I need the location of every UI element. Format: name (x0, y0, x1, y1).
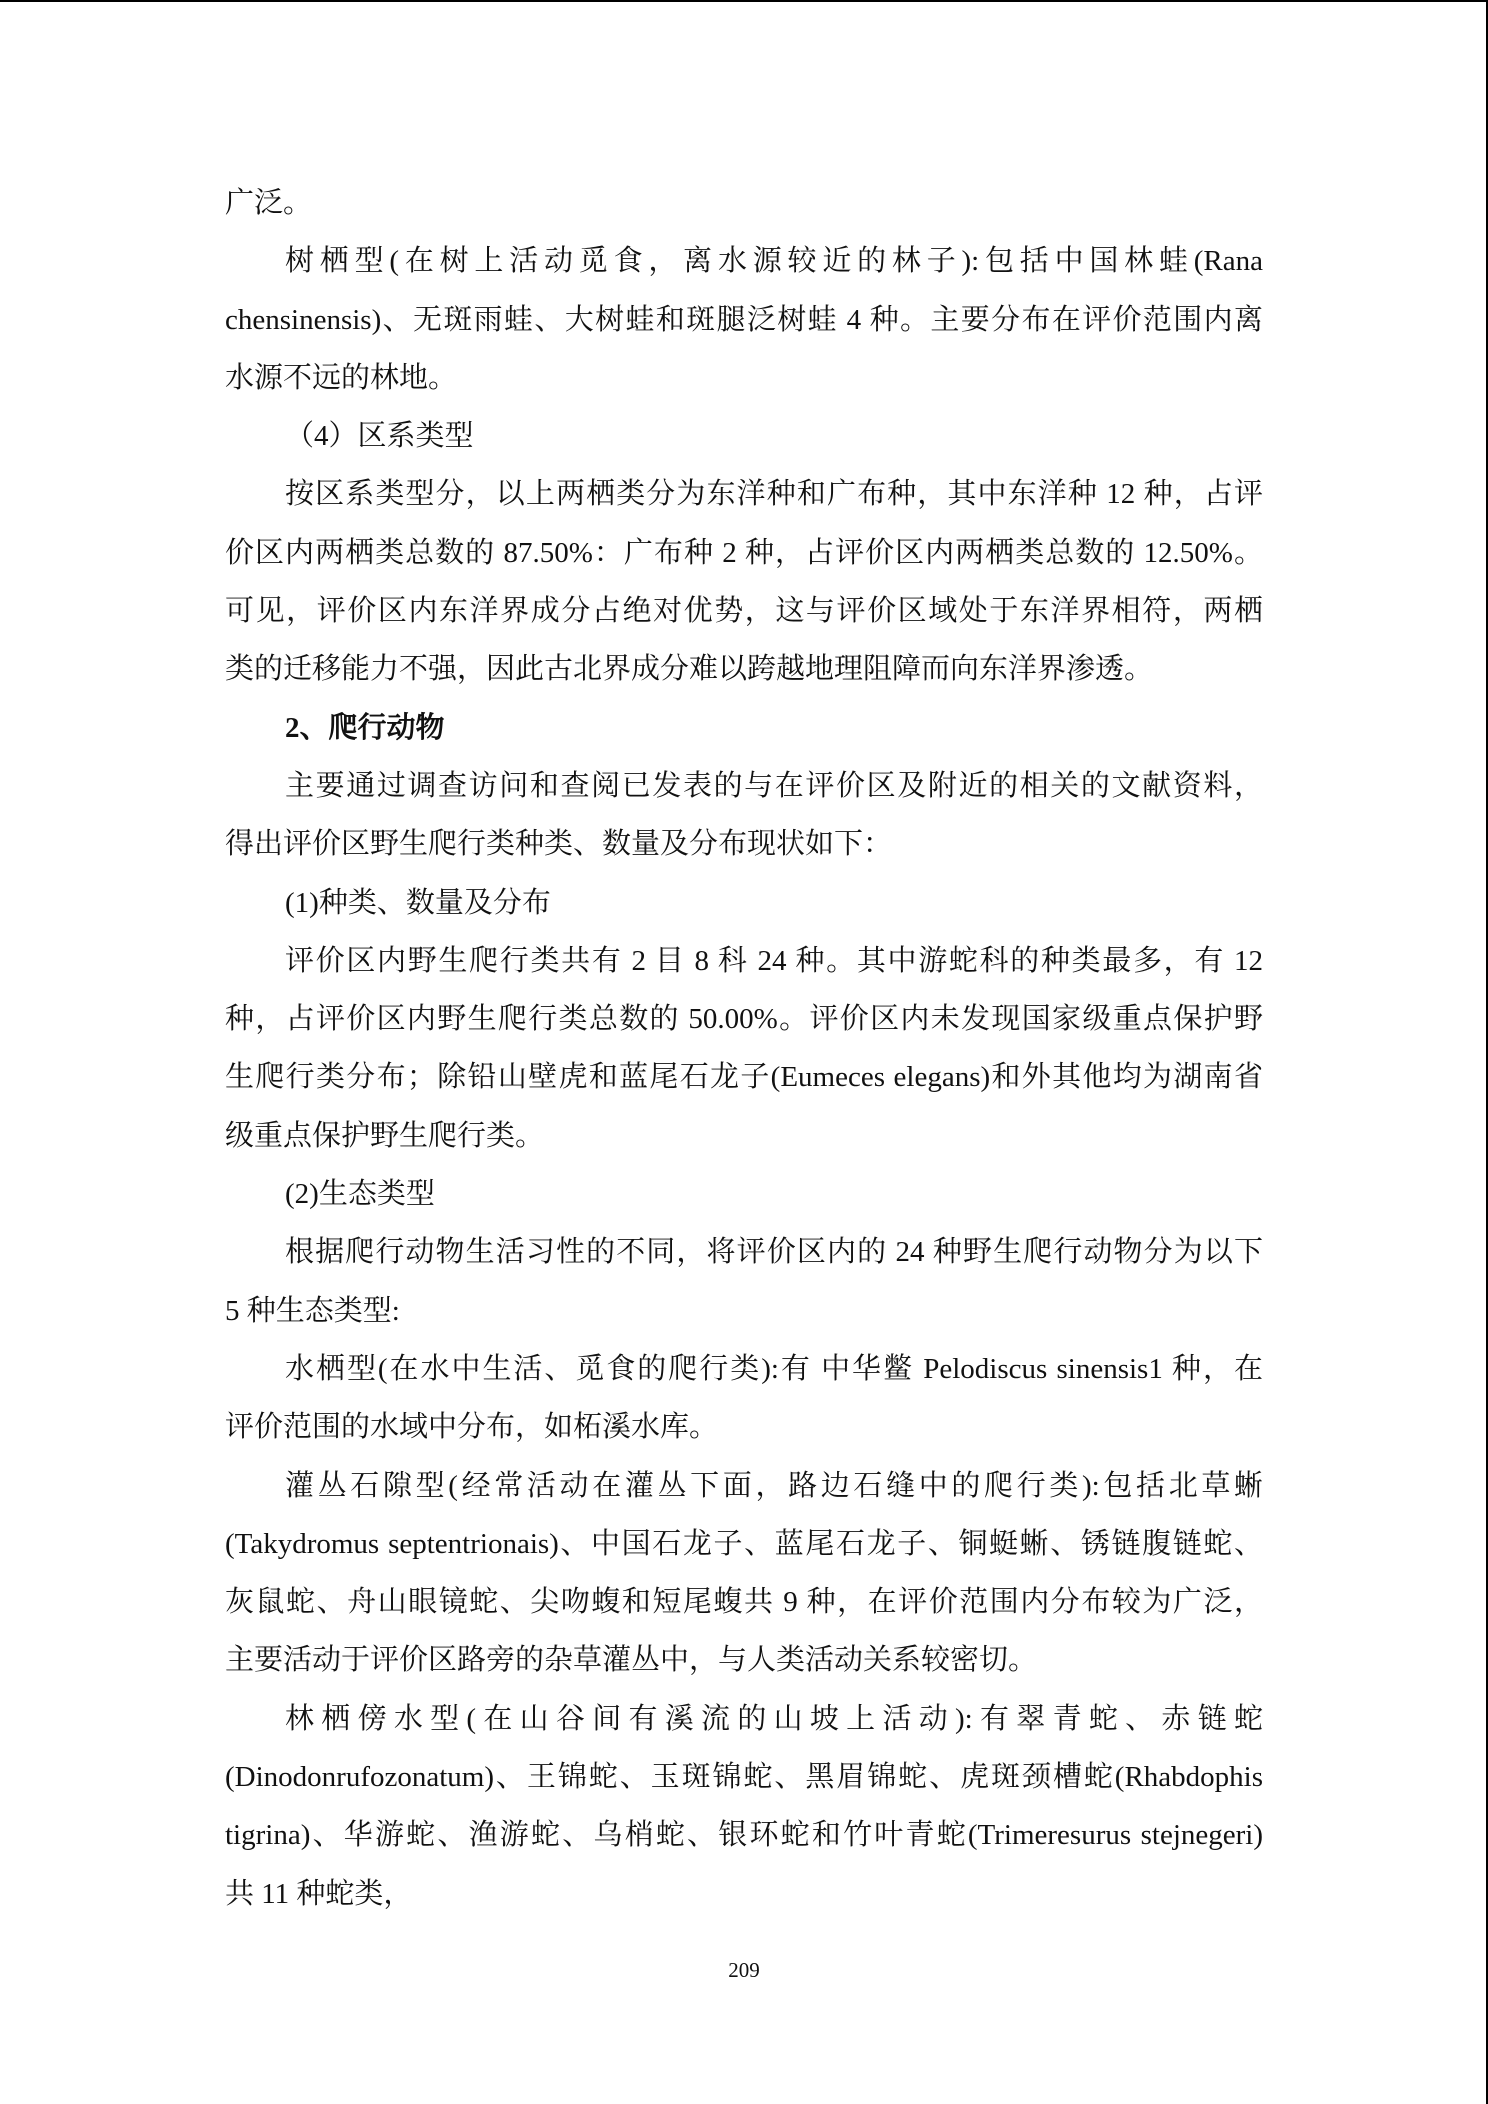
text-line: (2)生态类型 (285, 1178, 435, 1211)
text-line: 树栖型(在树上活动觅食，离水源较近的林子):包括中国林蛙(Rana (285, 245, 1263, 278)
text-line: tigrina)、华游蛇、渔游蛇、乌梢蛇、银环蛇和竹叶青蛇(Trimeresurus stejnegeri) (225, 1819, 1263, 1852)
text-line: 类的迁移能力不强，因此古北界成分难以跨越地理阻障而向东洋界渗透。 (225, 653, 1154, 686)
text-line: 评价范围的水域中分布，如柘溪水库。 (225, 1411, 719, 1444)
text-line: 根据爬行动物生活习性的不同，将评价区内的 24 种野生爬行动物分为以下 (285, 1236, 1263, 1269)
text-line: 5 种生态类型: (225, 1294, 400, 1327)
text-line: 按区系类型分，以上两栖类分为东洋种和广布种，其中东洋种 12 种，占评 (285, 478, 1263, 511)
text-line: (Dinodonrufozonatum)、王锦蛇、玉斑锦蛇、黑眉锦蛇、虎斑颈槽蛇(Rhabdophis (225, 1761, 1263, 1794)
section-heading: 2、爬行动物 (285, 711, 445, 744)
text-line: 水源不远的林地。 (225, 361, 458, 394)
text-line: 生爬行类分布；除铅山壁虎和蓝尾石龙子(Eumeces elegans)和外其他均为湖南省 (225, 1061, 1263, 1094)
text-line: chensinensis)、无斑雨蛙、大树蛙和斑腿泛树蛙 4 种。主要分布在评价范围内离 (225, 303, 1263, 336)
text-line: 广泛。 (225, 187, 313, 219)
text-line: 可见，评价区内东洋界成分占绝对优势，这与评价区域处于东洋界相符，两栖 (225, 595, 1263, 628)
text-line: 评价区内野生爬行类共有 2 目 8 科 24 种。其中游蛇科的种类最多，有 12 (285, 944, 1263, 977)
text-line: 价区内两栖类总数的 87.50%：广布种 2 种，占评价区内两栖类总数的 12.50%。 (225, 536, 1263, 569)
text-line: 得出评价区野生爬行类种类、数量及分布现状如下： (225, 828, 893, 861)
text-line: 灌丛石隙型(经常活动在灌丛下面，路边石缝中的爬行类):包括北草蜥 (285, 1469, 1263, 1502)
text-line: 共 11 种蛇类， (225, 1877, 413, 1910)
text-line: (Takydromus septentrionais)、中国石龙子、蓝尾石龙子、铜蜓蜥、锈链腹链蛇、 (225, 1527, 1263, 1560)
text-line: 林栖傍水型(在山谷间有溪流的山坡上活动):有翠青蛇、赤链蛇 (285, 1702, 1263, 1735)
text-line: 主要通过调查访问和查阅已发表的与在评价区及附近的相关的文献资料， (285, 769, 1263, 802)
page-number: 209 (728, 1958, 760, 1982)
body-text (225, 174, 1263, 1923)
text-line: 水栖型(在水中生活、觅食的爬行类):有 中华鳖 Pelodiscus sinensis1 种，在 (285, 1352, 1263, 1385)
text-line: (1)种类、数量及分布 (285, 886, 551, 919)
text-line: 种，占评价区内野生爬行类总数的 50.00%。评价区内未发现国家级重点保护野 (225, 1003, 1263, 1036)
text-line: 级重点保护野生爬行类。 (225, 1119, 545, 1152)
text-line: 灰鼠蛇、舟山眼镜蛇、尖吻蝮和短尾蝮共 9 种，在评价范围内分布较为广泛， (225, 1586, 1263, 1619)
text-line: （4）区系类型 (285, 420, 474, 453)
text-line: 主要活动于评价区路旁的杂草灌丛中，与人类活动关系较密切。 (225, 1644, 1038, 1677)
